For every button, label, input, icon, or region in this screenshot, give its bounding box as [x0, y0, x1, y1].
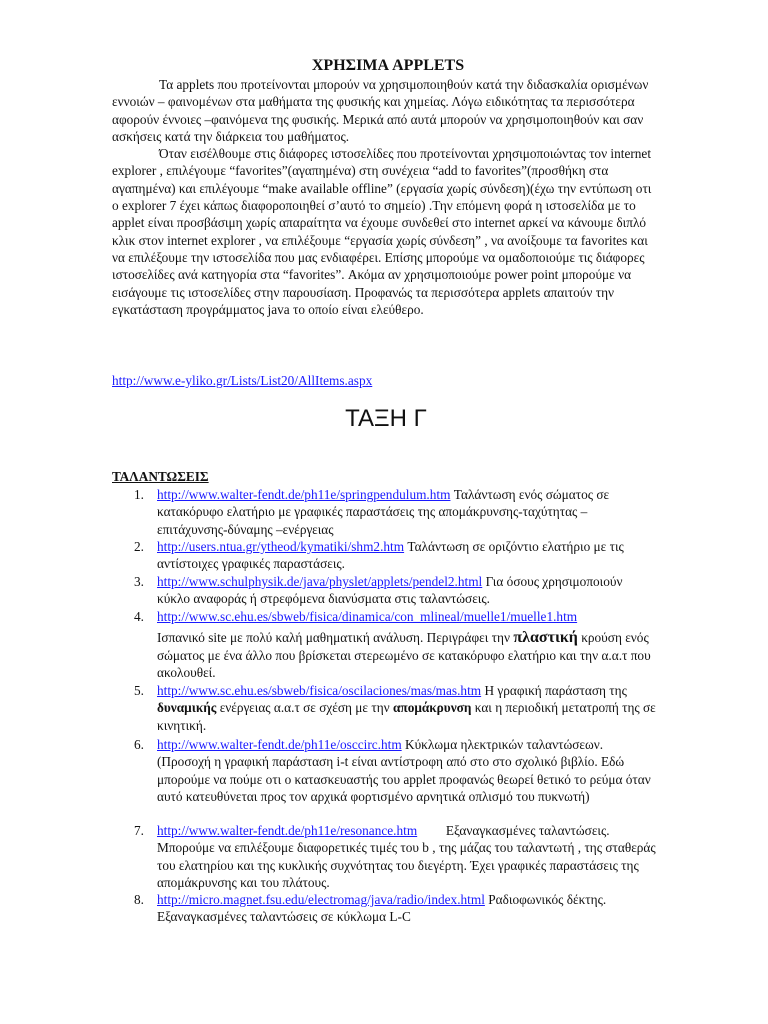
applet-link[interactable]: http://www.walter-fendt.de/ph11e/springpendulum.htm [157, 487, 451, 502]
applet-link[interactable]: http://www.walter-fendt.de/ph11e/resonance.htm [157, 823, 418, 838]
item-description: και η περιοδική μετατροπή της σε κινητική. [157, 700, 656, 733]
item-description: Η γραφική παράσταση της [484, 683, 627, 698]
item-number: 7. [134, 823, 144, 838]
item-number: 6. [134, 737, 144, 752]
section-heading-oscillations: ΤΑΛΑΝΤΩΣΕΙΣ [112, 469, 209, 484]
applet-link[interactable]: http://www.schulphysik.de/java/physlet/applets/pendel2.html [157, 574, 483, 589]
class-heading: ΤΑΞΗ Γ [345, 405, 427, 432]
item-number: 5. [134, 683, 144, 698]
applet-link[interactable]: http://users.ntua.gr/ytheod/kymatiki/shm2.htm [157, 539, 405, 554]
item-description: κρούση ενός σώματος με ένα άλλο που βρίσκεται στερεωμένο σε κατακόρυφο ελατήριο και την α.α.τ που ακολουθεί. [157, 630, 651, 680]
item-number: 8. [134, 892, 144, 907]
item-emphasis: πλαστική [513, 629, 578, 647]
intro-section [112, 76, 657, 318]
intro-paragraph-1: Τα applets που προτείνονται μπορούν να χρησιμοποιηθούν κατά την διδασκαλία ορισμένων εννοιών – φαινομένων στα μαθήματα της φυσικής και χημείας. Λόγω ειδικότητας τα περισσότερα αφορούν έννοιες –φαινόμενα της φυσικής. Μερικά από αυτά μπορούν να χρησιμοποιηθούν και σαν ασκήσεις κατά την διάρκεια του μαθήματος. [112, 77, 649, 144]
item-description: Ισπανικό site με πολύ καλή μαθηματική ανάλυση. Περιγράφει την [157, 630, 510, 646]
list-item [112, 736, 657, 805]
item-number: 2. [134, 539, 144, 554]
list-item [112, 891, 657, 926]
applet-link[interactable]: http://www.walter-fendt.de/ph11e/osccirc.htm [157, 737, 402, 752]
list-item [112, 608, 657, 681]
list-item [112, 573, 657, 608]
list-item [112, 486, 657, 538]
item-description: Ταλάντωση σε οριζόντιο ελατήριο με τις αντίστοιχες γραφικές παραστάσεις. [157, 539, 624, 572]
item-description: ενέργειας α.α.τ σε σχέση με την [219, 700, 390, 716]
list-item [112, 538, 657, 573]
item-emphasis: δυναμικής [157, 700, 217, 716]
applet-link[interactable]: http://micro.magnet.fsu.edu/electromag/java/radio/index.html [157, 892, 485, 907]
item-description: Ταλάντωση ενός σώματος σε κατακόρυφο ελατήριο με γραφικές παραστάσεις της απομάκρυνσης-ταχύτητας – επιτάχυνσης-δύναμης –ενέργειας [157, 487, 610, 537]
applet-link[interactable]: http://www.sc.ehu.es/sbweb/fisica/oscilaciones/mas/mas.htm [157, 683, 482, 698]
item-description: Ραδιοφωνικός δέκτης. Εξαναγκασμένες ταλαντώσεις σε κύκλωμα L-C [157, 892, 607, 925]
item-number: 3. [134, 574, 144, 589]
item-emphasis: απομάκρυνση [392, 700, 472, 716]
intro-paragraph-2: Όταν εισέλθουμε στις διάφορες ιστοσελίδες που προτείνονται χρησιμοποιώντας τον internet explorer , επιλέγουμε “favorites”(αγαπημένα) στη συνέχεια “add to favorites”(προσθήκη στα αγαπημένα) και επιλέγουμε “make available offline” (εργασία χωρίς σύνδεση)(έχω την εντύπωση οτι ο explorer 7 έχει κάπως διαφοροποιηθεί σ’αυτό το σημείο) .Την επόμενη φορά η ιστοσελίδα με το applet είναι προσβάσιμη χωρίς απαραίτητα να έχουμε συνδεθεί στο internet αρκεί να κάνουμε διπλό κλικ στον internet explorer , να επιλέξουμε “εργασία χωρίς σύνδεση” , να ανοίξουμε τα favorites και να επιλέξουμε την ιστοσελίδα που μας ενδιαφέρει. Επίσης μπορούμε να ομαδοποιούμε τις διάφορες ιστοσελίδες ανά κατηγορία στα “favorites”. Ακόμα αν χρησιμοποιούμε power point μπορούμε να εισάγουμε τις ιστοσελίδες στην παρουσίαση. Προφανώς τα περισσότερα applets απαιτούν την εγκατάσταση προγράμματος java το οποίο είναι ελεύθερο. [112, 146, 652, 317]
item-number: 4. [134, 609, 144, 624]
item-number: 1. [134, 487, 144, 502]
item-description: Εξαναγκασμένες ταλαντώσεις. Μπορούμε να επιλέξουμε διαφορετικές τιμές του b , της μάζας του ταλαντωτή , της σταθεράς του ελατηρίου και της κυκλικής συχνότητας του διεγέρτη. Έχει γραφικές παραστάσεις της απομάκρυνσης και του πλάτους. [157, 823, 656, 890]
document-title: ΧΡΗΣΙΜΑ APPLETS [311, 57, 465, 74]
applet-link[interactable]: http://www.sc.ehu.es/sbweb/fisica/dinamica/con_mlineal/muelle1/muelle1.htm [157, 609, 578, 624]
e-yliko-link[interactable]: http://www.e-yliko.gr/Lists/List20/AllItems.aspx [112, 373, 373, 388]
item-description: Κύκλωμα ηλεκτρικών ταλαντώσεων.(Προσοχή η γραφική παράσταση i-t είναι αντίστροφη από στο στο σχολικό βιβλίο. Εδώ μπορούμε να πούμε οτι ο κατασκευαστής του applet προφανώς θεωρεί θετικό το ρεύμα όταν αυτό κατευθύνεται προς τον αρχικά φορτισμένο αρνητικά οπλισμό του πυκνωτή) [157, 737, 651, 804]
item-description: Για όσους χρησιμοποιούν κύκλο αναφοράς ή στρεφόμενα διανύσματα στις ταλαντώσεις. [157, 574, 623, 607]
list-item [112, 682, 657, 734]
list-item [112, 822, 657, 891]
item-description-block [157, 629, 657, 681]
